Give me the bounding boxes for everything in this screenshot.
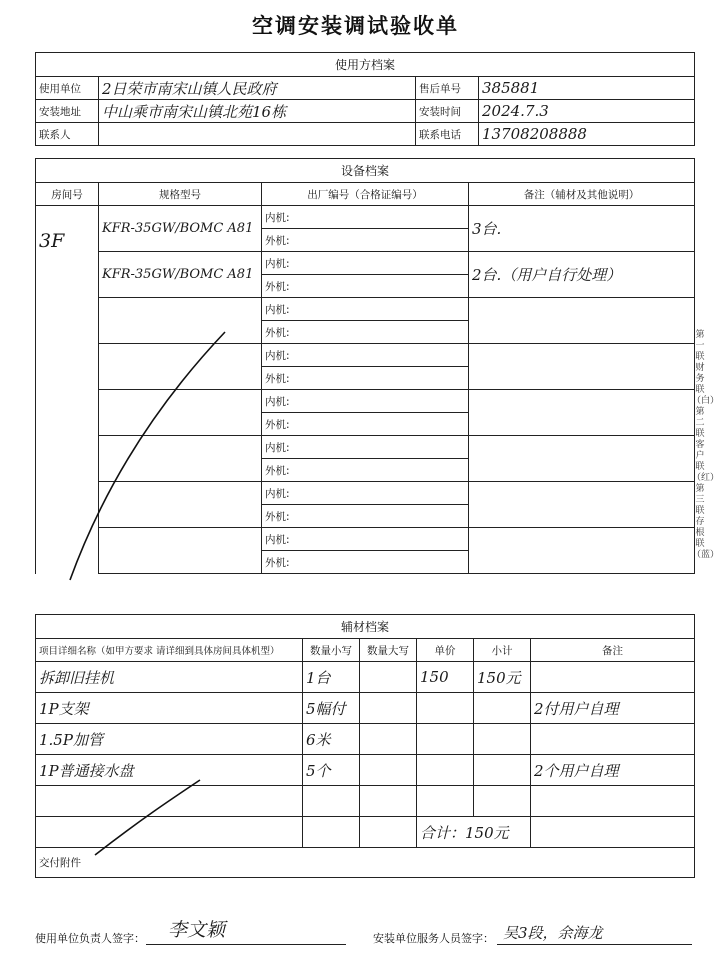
empty-cell [36,786,303,817]
outdoor-label: 外机: [262,321,469,344]
model-cell [99,528,262,574]
empty-cell [531,817,695,848]
empty-cell [360,817,417,848]
sign-user-line [146,944,346,945]
indoor-label: 内机: [262,482,469,505]
note-m-3 [531,724,695,755]
outdoor-label: 外机: [262,367,469,390]
qty-1: 1台 [303,662,360,693]
sign-user-value: 李文颖 [168,919,226,941]
subtotal-4 [474,755,531,786]
col-mnote: 备注 [531,639,695,662]
time-value: 2024.7.3 [479,100,695,123]
col-item: 项目详细名称（如甲方要求 请详细到具体房间具体机型） [36,639,303,662]
model-cell [99,436,262,482]
indoor-label: 内机: [262,298,469,321]
note-cell [469,436,695,482]
material-section-header: 辅材档案 [36,615,695,639]
note-cell-2: 2台.（用户自行处理） [469,252,695,298]
model-cell [99,482,262,528]
sign-installer-value: 吴3段，余海龙 [503,924,603,942]
unit-label: 使用单位 [36,77,99,100]
empty-cell [303,817,360,848]
room-cell [36,206,99,574]
room-value: 3F [39,230,65,252]
sign-installer-label: 安装单位服务人员签字： [373,932,494,945]
material-table [35,614,695,878]
model-cell [99,298,262,344]
note-m-4: 2个用户自理 [531,755,695,786]
note-cell [469,390,695,436]
sign-user-label: 使用单位负责人签字： [35,932,145,945]
item-4: 1P普通接水盘 [36,755,303,786]
model-cell-1: KFR-35GW/BOMC A81 [99,206,262,252]
device-table [35,158,695,574]
outdoor-label: 外机: [262,551,469,574]
empty-cell [36,817,303,848]
indoor-label: 内机: [262,528,469,551]
phone-label: 联系电话 [416,123,479,146]
note-cell [469,344,695,390]
total: 合计：150元 [417,817,531,848]
form-title: 空调安装调试验收单 [252,14,459,38]
note-m-2: 2付用户自理 [531,693,695,724]
empty-cell [474,786,531,817]
user-info-table [35,52,695,146]
order-label: 售后单号 [416,77,479,100]
col-serial: 出厂编号（合格证编号） [262,183,469,206]
col-note: 备注（辅材及其他说明） [469,183,695,206]
subtotal-1: 150元 [474,662,531,693]
outdoor-label: 外机: [262,505,469,528]
attachment-label: 交付附件 [36,848,695,878]
qty-big-1 [360,662,417,693]
note-m-1 [531,662,695,693]
indoor-label: 内机: [262,344,469,367]
time-label: 安装时间 [416,100,479,123]
price-2 [417,693,474,724]
qty-big-2 [360,693,417,724]
outdoor-label: 外机: [262,413,469,436]
subtotal-2 [474,693,531,724]
device-section-header: 设备档案 [36,159,695,183]
empty-cell [531,786,695,817]
col-price: 单价 [417,639,474,662]
col-qty: 数量小写 [303,639,360,662]
indoor-label: 内机: [262,206,469,229]
indoor-label: 内机: [262,436,469,459]
qty-3: 6米 [303,724,360,755]
qty-big-3 [360,724,417,755]
note-cell [469,482,695,528]
note-cell [469,298,695,344]
outdoor-label: 外机: [262,459,469,482]
item-3: 1.5P加管 [36,724,303,755]
unit-value: 2日荣市南宋山镇人民政府 [99,77,416,100]
contact-value [99,123,416,146]
address-value: 中山乘市南宋山镇北苑16栋 [99,100,416,123]
model-cell [99,390,262,436]
outdoor-label: 外机: [262,275,469,298]
outdoor-label: 外机: [262,229,469,252]
price-3 [417,724,474,755]
col-subtotal: 小计 [474,639,531,662]
qty-big-4 [360,755,417,786]
contact-label: 联系人 [36,123,99,146]
item-2: 1P支架 [36,693,303,724]
empty-cell [360,786,417,817]
price-1: 150 [417,662,474,693]
col-room: 房间号 [36,183,99,206]
address-label: 安装地址 [36,100,99,123]
note-cell-1: 3台. [469,206,695,252]
indoor-label: 内机: [262,390,469,413]
order-value: 385881 [479,77,695,100]
col-model: 规格型号 [99,183,262,206]
copy-note: 第一联 财务联（白） 第二联 客户联（红） 第三联 存根联（蓝） [692,330,719,560]
phone-value: 13708208888 [479,123,695,146]
qty-2: 5幅付 [303,693,360,724]
indoor-label: 内机: [262,252,469,275]
model-cell [99,344,262,390]
item-1: 拆卸旧挂机 [36,662,303,693]
col-qty-big: 数量大写 [360,639,417,662]
user-section-header: 使用方档案 [36,53,695,77]
note-cell [469,528,695,574]
empty-cell [303,786,360,817]
qty-4: 5个 [303,755,360,786]
empty-cell [417,786,474,817]
price-4 [417,755,474,786]
subtotal-3 [474,724,531,755]
model-cell-2: KFR-35GW/BOMC A81 [99,252,262,298]
sign-installer-line [497,944,692,945]
